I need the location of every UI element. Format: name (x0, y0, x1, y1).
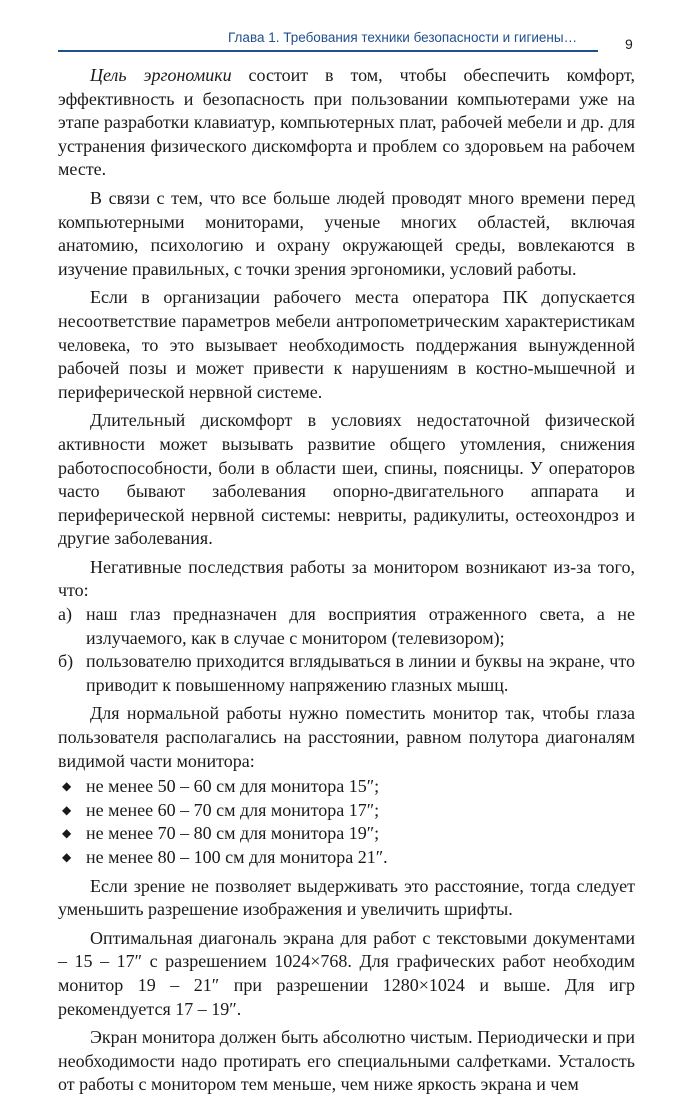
paragraph-screen-cleaning: Экран монитора должен быть абсолютно чистым. Периодически и при необходимости надо протирать его специальными салфетками. Усталость от работы с монитором тем меньше, чем ниже яркость экрана и чем (58, 1027, 635, 1095)
term-ergonomics-goal: Цель эргономики (90, 65, 232, 85)
diamond-bullet-icon: ◆ (62, 826, 72, 841)
list-item (58, 822, 635, 846)
page-number: 9 (625, 36, 633, 52)
list-item (58, 775, 635, 799)
paragraph-text: состоит в том, чтобы обеспечить комфорт, эффективность и безопасность при пользовании компьютерами уже на этапе разработки клавиатур, компьютерных плат, рабочей мебели и др. для устранения физического дискомфорта и проблем со здоровьем на рабочем месте. (58, 65, 635, 180)
diamond-bullet-icon: ◆ (62, 802, 72, 817)
list-marker: б) (58, 651, 74, 672)
paragraph-negative-effects: Негативные последствия работы за монитором возникают из-за того, что: (58, 556, 635, 601)
list-item-text: не менее 80 – 100 см для монитора 21″. (86, 847, 388, 867)
paragraph-resolution: Если зрение не позволяет выдерживать это расстояние, тогда следует уменьшить разрешение изображения и увеличить шрифты. (58, 875, 635, 920)
list-item-text: не менее 50 – 60 см для монитора 15″; (86, 776, 380, 797)
list-marker: а) (58, 604, 72, 625)
list-item-text: наш глаз предназначен для восприятия отраженного света, а не излучаемого, как в случае с монитором (телевизором); (86, 604, 635, 648)
paragraph-ergonomics-goal (58, 64, 635, 182)
diamond-bullet-icon: ◆ (62, 850, 72, 864)
page-body (58, 64, 635, 1097)
paragraph-discomfort: Длительный дискомфорт в условиях недостаточной физической активности может вызывать развитие общего утомления, снижения работоспособности, боли в области шеи, спины, поясницы. У операторов часто бывают заболевания опорно-двигательного аппарата и периферической нервной системы: невриты, радикулиты, остеохондроз и другие заболевания. (58, 410, 635, 549)
list-item-text: не менее 60 – 70 см для монитора 17″; (86, 799, 380, 820)
list-item-text: пользователю приходится вглядываться в линии и буквы на экране, что приводит к повышенному напряжению глазных мышц. (86, 651, 635, 695)
chapter-title: Глава 1. Требования техники безопасности и гигиены… (228, 30, 578, 45)
running-header (0, 0, 673, 52)
list-item-a (58, 603, 635, 650)
paragraph-scientists: В связи с тем, что все больше людей проводят много времени перед компьютерными мониторами, ученые многих областей, включая анатомию, психологию и охрану окружающей среды, вовлекаются в изучение правильных, с точки зрения эргономики, условий работы. (58, 187, 635, 279)
list-item-text: не менее 70 – 80 см для монитора 19″; (86, 823, 380, 844)
distance-bullet-list (58, 775, 635, 869)
paragraph-monitor-distance: Для нормальной работы нужно поместить монитор так, чтобы глаза пользователя располагались на расстоянии, равном полутора диагоналям видимой части монитора: (58, 703, 635, 771)
paragraph-workplace: Если в организации рабочего места оператора ПК допускается несоответствие параметров мебели антропометрическим характеристикам человека, то это вызывает необходимость поддержания вынужденной рабочей позы и может привести к нарушениям в костно-мышечной и периферической нервной системе. (58, 287, 635, 402)
diamond-bullet-icon: ◆ (62, 779, 72, 794)
list-item (58, 846, 635, 870)
list-item (58, 799, 635, 823)
header-divider (58, 50, 598, 52)
paragraph-diagonal: Оптимальная диагональ экрана для работ с текстовыми документами – 15 – 17″ с разрешением 1024×768. Для графических работ необходим монитор 19 – 21″ при разрешении 1280×1024 и выше. Для игр рекомендуется 17 – 19″. (58, 927, 635, 1019)
list-item-b (58, 650, 635, 697)
